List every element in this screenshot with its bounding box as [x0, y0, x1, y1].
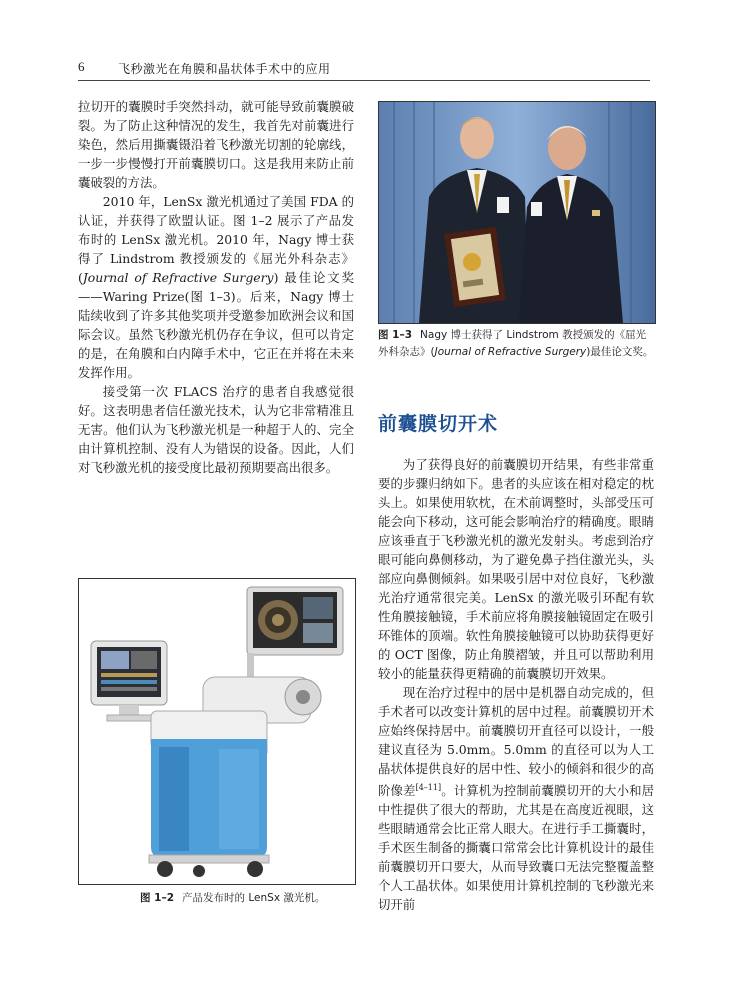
paragraph: 2010 年，LenSx 激光机通过了美国 FDA 的认证，并获得了欧盟认证。图 1–2 展示了产品发布时的 LenSx 激光机。2010 年，Nagy 博士获得了 Lindstrom 教授颁发的《屈光外科杂志》(Journal of Refractive Surgery) 最佳论文奖——Waring Prize(图 1–3)。后来，Nagy 博士陆续收到了许多其他奖项并受邀参加欧洲会议和国际会议。虽然飞秒激光机仍存在争议，但可以肯定的是，在角膜和白内障手术中，它正在并将在未来发挥作用。 — [78, 194, 355, 380]
figure-label: 图 1–3 — [378, 329, 413, 341]
running-title: 飞秒激光在角膜和晶状体手术中的应用 — [118, 62, 331, 76]
paragraph: 拉切开的囊膜时手突然抖动，就可能导致前囊膜破裂。为了防止这种情况的发生，我首先对前囊进行染色，然后用撕囊镊沿着飞秒激光切割的轮廓线，一步一步慢慢打开前囊膜切口。这是我用来防止前囊破裂的方法。 — [78, 99, 354, 190]
page-number: 6 — [78, 59, 85, 74]
paragraph: 为了获得良好的前囊膜切开结果，有些非常重要的步骤归纳如下。患者的头应该在相对稳定的枕头上。如果使用软枕，在术前调整时，头部受压可能会向下移动，这可能会影响治疗的精确度。眼睛应该垂直于飞秒激光机的激光发射头。考虑到治疗眼可能向鼻侧移动，为了避免鼻子挡住激光头，头部应向鼻侧倾斜。如果吸引居中对位良好，飞秒激光治疗通常很完美。LenSx 的激光吸引环配有软性角膜接触镜，手术前应将角膜接触镜固定在吸引环锥体的顶端。软性角膜接触镜可以协助获得更好的 OCT 图像，防止角膜褶皱，并且可以帮助利用较小的能量获得更精确的前囊膜切开效果。 — [378, 457, 654, 681]
section-title: 前囊膜切开术 — [378, 413, 499, 435]
journal-title: Journal of Refractive Surgery — [82, 270, 274, 285]
left-column — [78, 97, 354, 477]
figure-1-2-caption: 图 1–2 产品发布时的 LenSx 激光机。 — [140, 892, 326, 904]
paragraph: 现在治疗过程中的居中是机器自动完成的，但手术者可以改变计算机的居中过程。前囊膜切开术应始终保持居中。前囊膜切开直径可以设计，一般建议直径为 5.0mm。5.0mm 的直径可以为人工晶状体提供良好的居中性、较小的倾斜和很少的高阶像差[4–11]。计算机为控制前囊膜切开的大小和居中性提供了很大的帮助，尤其是在高度近视眼，这些眼睛通常会比正常人眼大。在进行手工撕囊时，手术医生制备的撕囊口常常会比计算机设计的最佳前囊膜切开口要大，从而导致囊口无法完整覆盖整个人工晶状体。如果使用计算机控制的飞秒激光来切开前 — [378, 685, 655, 913]
journal-title: Journal of Refractive Surgery — [434, 346, 587, 358]
paragraph: 接受第一次 FLACS 治疗的患者自我感觉很好。这表明患者信任激光技术，认为它非常精准且无害。他们认为飞秒激光机是一种超于人的、完全由计算机控制、没有人为错误的设备。因此，人们对飞秒激光机的接受度比最初预期要高出很多。 — [78, 384, 354, 475]
right-column — [378, 455, 654, 914]
award-photo-icon — [379, 102, 655, 323]
laser-machine-icon — [79, 579, 355, 884]
running-header — [78, 58, 650, 81]
figure-1-3-caption: 图 1–3 Nagy 博士获得了 Lindstrom 教授颁发的《屈光外科杂志》(Journal of Refractive Surgery)最佳论文奖。 — [378, 329, 654, 358]
figure-1-2-photo — [78, 578, 356, 885]
figure-1-3-photo — [378, 101, 656, 324]
citation: [4–11] — [415, 783, 442, 792]
figure-label: 图 1–2 — [140, 892, 175, 904]
